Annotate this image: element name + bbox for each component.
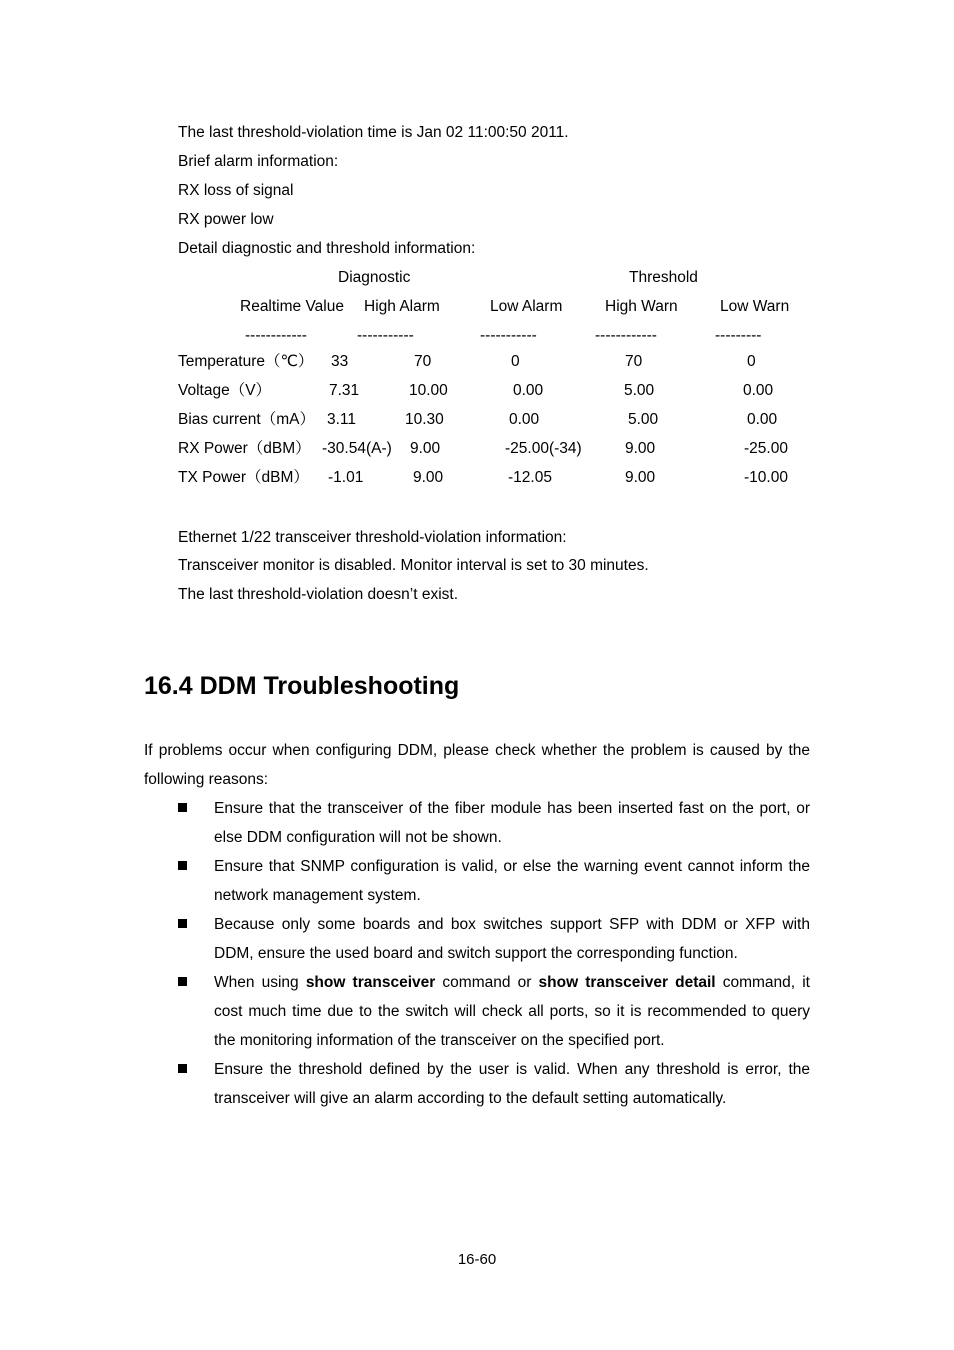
header-high-alarm: High Alarm [364,298,440,315]
section-heading: 16.4 DDM Troubleshooting [144,672,460,700]
list-item [178,794,810,852]
bullet-text: Ensure that SNMP configuration is valid, or else the warning event cannot inform the network management system. [214,858,810,904]
row-label-voltage: Voltage（V） [178,382,272,399]
header-high-warn: High Warn [605,298,678,315]
cell-tx-realtime: -1.01 [328,469,364,486]
dash-low-warn: --------- [715,327,762,344]
cell-volt-high-warn: 5.00 [624,382,655,399]
cell-volt-realtime: 7.31 [329,382,360,399]
dash-high-warn: ------------ [595,327,657,344]
cell-tx-low-alarm: -12.05 [508,469,552,486]
bullet-square-icon [178,968,214,997]
cell-tx-low-warn: -10.00 [744,469,788,486]
cell-temp-realtime: 33 [331,353,349,370]
row-label-bias-current: Bias current（mA） [178,411,315,428]
cell-rx-high-alarm: 9.00 [410,440,441,457]
brief-alarm-heading: Brief alarm information: [178,153,339,170]
cell-rx-low-warn: -25.00 [744,440,788,457]
cell-bias-high-alarm: 10.30 [405,411,444,428]
cell-bias-low-alarm: 0.00 [509,411,540,428]
cell-rx-low-alarm: -25.00(-34) [505,440,582,457]
ethernet-violation-info-line: Ethernet 1/22 transceiver threshold-violation information: [178,529,567,546]
header-low-alarm: Low Alarm [490,298,563,315]
cell-volt-low-alarm: 0.00 [513,382,544,399]
dash-low-alarm: ----------- [480,327,537,344]
row-label-tx-power: TX Power（dBM） [178,469,309,486]
section-intro: If problems occur when configuring DDM, please check whether the problem is caused by the following reasons: [144,742,810,788]
bullet-text-pre: When using [214,974,306,991]
list-item [178,910,810,968]
list-item [178,1055,810,1113]
bullet-text [214,968,810,1055]
row-label-temperature: Temperature（℃） [178,353,314,370]
detail-info-heading: Detail diagnostic and threshold information: [178,240,476,257]
group-diagnostic: Diagnostic [338,269,411,286]
cell-rx-high-warn: 9.00 [625,440,656,457]
alarm-rx-power-low: RX power low [178,211,274,228]
cell-rx-realtime: -30.54(A-) [322,440,392,457]
bullet-square-icon [178,910,214,939]
cell-temp-low-alarm: 0 [511,353,520,370]
list-item [178,852,810,910]
bullet-square-icon [178,852,214,881]
header-low-warn: Low Warn [720,298,790,315]
dash-realtime: ------------ [245,327,307,344]
bullet-text-mid: command or [435,974,539,991]
bullet-text: Ensure the threshold defined by the user is valid. When any threshold is error, the transceiver will give an alarm according to the default setting automatically. [214,1061,810,1107]
header-realtime-value: Realtime Value [240,298,344,315]
bullet-text-post: command, it cost much time due to the switch will check all ports, so it is recommended to query the monitoring information of the transceiver on the specified port. [214,974,810,1049]
cell-temp-high-warn: 70 [625,353,643,370]
bullet-text: Ensure that the transceiver of the fiber module has been inserted fast on the port, or else DDM configuration will not be shown. [214,800,810,846]
command-show-transceiver: show transceiver [305,974,436,991]
alarm-rx-loss: RX loss of signal [178,182,294,199]
group-threshold: Threshold [629,269,698,286]
bullet-square-icon [178,794,214,823]
cell-temp-low-warn: 0 [747,353,756,370]
cell-bias-realtime: 3.11 [327,411,357,428]
cell-tx-high-warn: 9.00 [625,469,656,486]
list-item [178,968,810,1055]
cell-temp-high-alarm: 70 [414,353,432,370]
row-label-rx-power: RX Power（dBM） [178,440,311,457]
cell-bias-low-warn: 0.00 [747,411,778,428]
monitor-disabled-line: Transceiver monitor is disabled. Monitor interval is set to 30 minutes. [178,557,649,574]
bullet-square-icon [178,1055,214,1084]
cell-tx-high-alarm: 9.00 [413,469,444,486]
threshold-violation-time-line: The last threshold-violation time is Jan 02 11:00:50 2011. [178,124,569,141]
command-show-transceiver-detail: show transceiver detail [538,974,716,991]
dash-high-alarm: ----------- [357,327,414,344]
cell-bias-high-warn: 5.00 [628,411,659,428]
page-number: 16-60 [457,1251,497,1268]
cell-volt-high-alarm: 10.00 [409,382,448,399]
last-violation-line: The last threshold-violation doesn’t exist. [178,586,459,603]
cell-volt-low-warn: 0.00 [743,382,774,399]
bullet-text: Because only some boards and box switches support SFP with DDM or XFP with DDM, ensure the used board and switch support the corresponding function. [214,916,810,962]
troubleshooting-list [178,794,810,1113]
